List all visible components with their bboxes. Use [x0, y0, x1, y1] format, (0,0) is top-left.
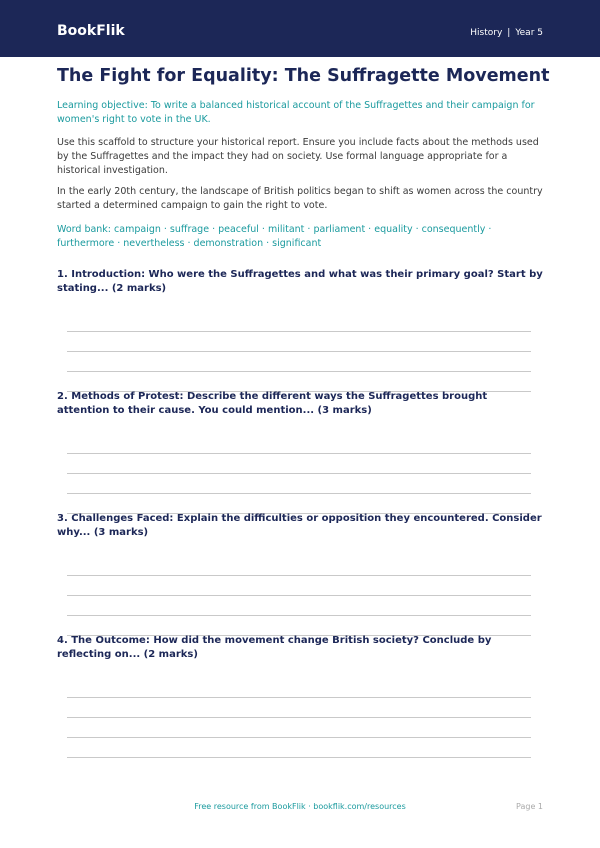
page-number: Page 1 [516, 802, 543, 811]
subject-year-label [470, 27, 543, 39]
answer-line[interactable] [67, 717, 531, 718]
question-1: 1. Introduction: Who were the Suffragettes and what was their primary goal? Start by stating... (2 marks) [57, 269, 543, 294]
instructions-paragraph: Use this scaffold to structure your historical report. Ensure you include facts about the methods used by the Suffragettes and the impact they had on society. Use formal language appropriate for a historical investigation. [57, 137, 539, 176]
answer-line[interactable] [67, 493, 531, 494]
answer-line[interactable] [67, 351, 531, 352]
answer-line[interactable] [67, 473, 531, 474]
question-3: 3. Challenges Faced: Explain the difficulties or opposition they encountered. Consider why... (3 marks) [57, 513, 542, 538]
question-2: 2. Methods of Protest: Describe the different ways the Suffragettes brought attention to their cause. You could mention... (3 marks) [57, 391, 488, 416]
answer-line[interactable] [67, 371, 531, 372]
page-title: The Fight for Equality: The Suffragette Movement [57, 66, 550, 86]
year-label: Year 5 [515, 28, 543, 38]
answer-line[interactable] [67, 615, 531, 616]
answer-line[interactable] [67, 737, 531, 738]
subject-label: History [470, 28, 503, 38]
learning-objective: Learning objective: To write a balanced historical account of the Suffragettes and their campaign for women's right to vote in the UK. [57, 100, 535, 125]
context-paragraph: In the early 20th century, the landscape of British politics began to shift as women across the country started a determined campaign to gain the right to vote. [57, 186, 543, 211]
question-4: 4. The Outcome: How did the movement change British society? Conclude by reflecting on... (2 marks) [57, 635, 492, 660]
answer-line[interactable] [67, 453, 531, 454]
answer-line[interactable] [67, 595, 531, 596]
answer-line[interactable] [67, 757, 531, 758]
footer-resource-link[interactable]: Free resource from BookFlik · bookflik.com/resources [194, 802, 406, 811]
brand-logo[interactable]: BookFlik [57, 23, 125, 39]
meta-separator: | [507, 28, 511, 38]
answer-line[interactable] [67, 331, 531, 332]
answer-line[interactable] [67, 575, 531, 576]
word-bank: Word bank: campaign · suffrage · peaceful · militant · parliament · equality · consequently · furthermore · nevertheless · demonstration · significant [57, 224, 492, 249]
page-header [0, 0, 600, 57]
answer-line[interactable] [67, 697, 531, 698]
